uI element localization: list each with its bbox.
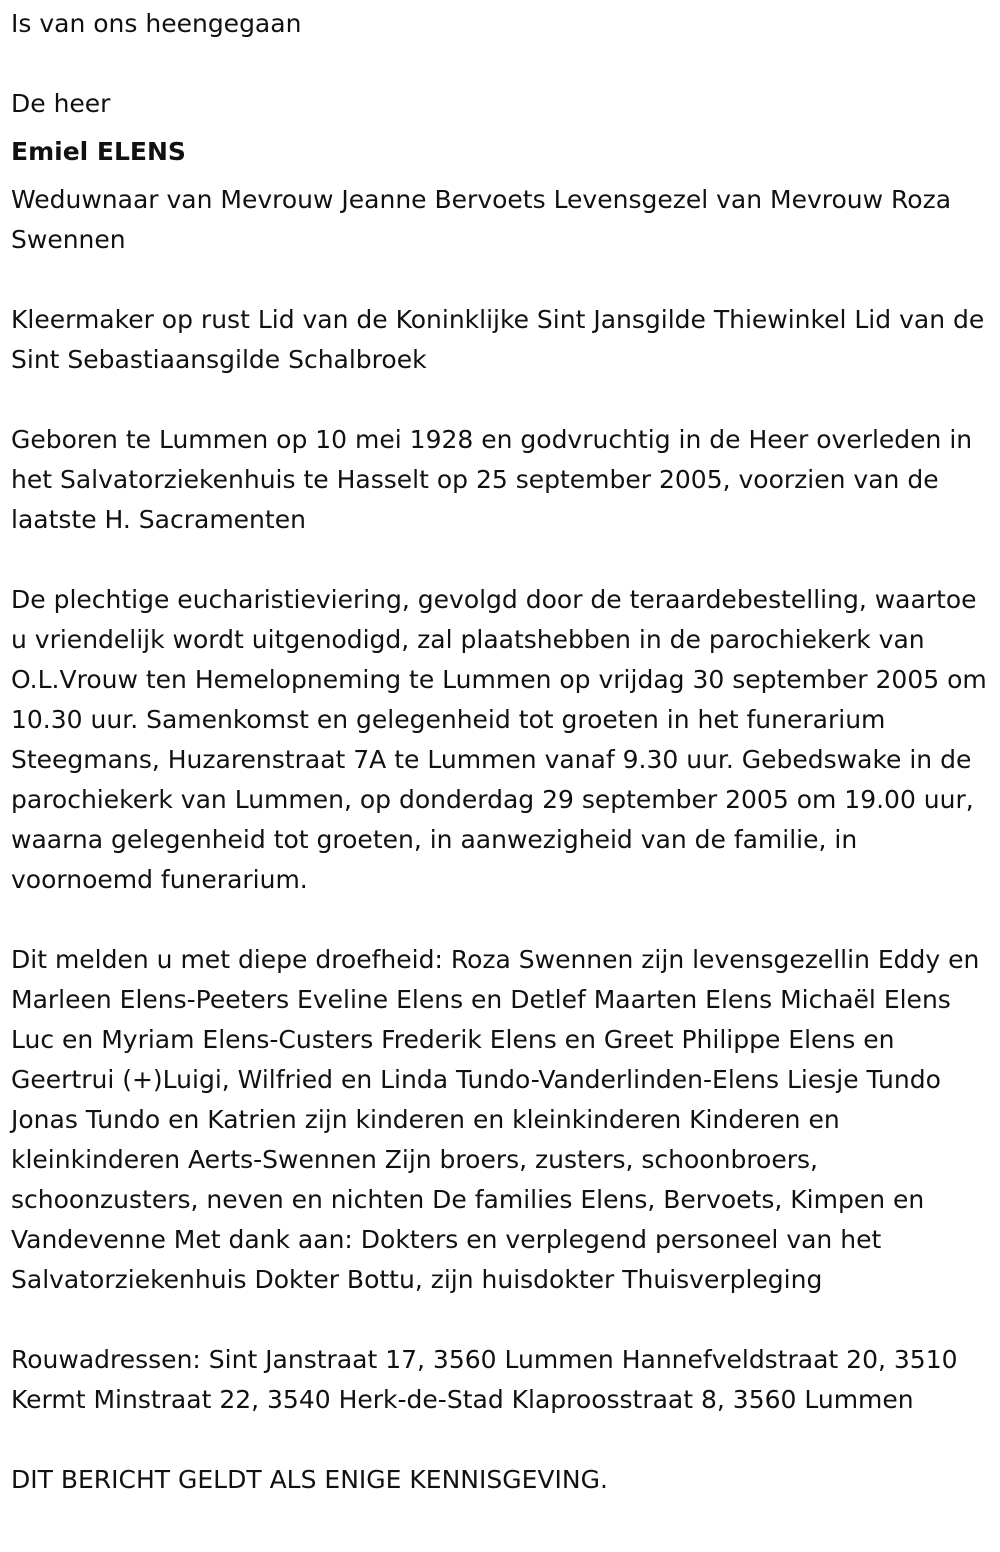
spacer	[11, 1420, 989, 1460]
spouse-text: Weduwnaar van Mevrouw Jeanne Bervoets Levensgezel van Mevrouw Roza Swennen	[11, 185, 952, 254]
occupation-text: Kleermaker op rust Lid van de Koninklijke Sint Jansgilde Thiewinkel Lid van de Sint Sebastiaansgilde Schalbroek	[11, 305, 985, 374]
spacer	[11, 900, 989, 940]
spacer	[11, 1300, 989, 1340]
addresses-text: Rouwadressen: Sint Janstraat 17, 3560 Lummen Hannefveldstraat 20, 3510 Kermt Minstraat 22, 3540 Herk-de-Stad Klaproosstraat 8, 3560 Lummen	[11, 1345, 958, 1414]
spacer	[11, 380, 989, 420]
birth-death-text: Geboren te Lummen op 10 mei 1928 en godvruchtig in de Heer overleden in het Salvatorziekenhuis te Hasselt op 25 september 2005, voorzien van de laatste H. Sacramenten	[11, 425, 973, 534]
salutation-text: De heer	[11, 89, 111, 118]
spacer	[11, 540, 989, 580]
spacer	[11, 44, 989, 84]
deceased-name: Emiel ELENS	[11, 137, 186, 166]
spacer	[11, 124, 989, 132]
intro-text: Is van ons heengegaan	[11, 9, 302, 38]
spacer	[11, 172, 989, 180]
family-text: Dit melden u met diepe droefheid: Roza Swennen zijn levensgezellin Eddy en Marleen Elens-Peeters Eveline Elens en Detlef Maarten Elens Michaël Elens Luc en Myriam Elens-Custers Frederik Elens en Greet Philippe Elens en Geertrui (+)Luigi, Wilfried en Linda Tundo-Vanderlinden-Elens Liesje Tundo Jonas Tundo en Katrien zijn kinderen en kleinkinderen Kinderen en kleinkinderen Aerts-Swennen Zijn broers, zusters, schoonbroers, schoonzusters, neven en nichten De families Elens, Bervoets, Kimpen en Vandevenne Met dank aan: Dokters en verplegend personeel van het Salvatorziekenhuis Dokter Bottu, zijn huisdokter Thuisverpleging	[11, 945, 980, 1294]
closing-text: DIT BERICHT GELDT ALS ENIGE KENNISGEVING.	[11, 1465, 608, 1494]
ceremony-text: De plechtige eucharistieviering, gevolgd door de teraardebestelling, waartoe u vriendelijk wordt uitgenodigd, zal plaatshebben in de parochiekerk van O.L.Vrouw ten Hemelopneming te Lummen op vrijdag 30 september 2005 om 10.30 uur. Samenkomst en gelegenheid tot groeten in het funerarium Steegmans, Huzarenstraat 7A te Lummen vanaf 9.30 uur. Gebedswake in de parochiekerk van Lummen, op donderdag 29 september 2005 om 19.00 uur, waarna gelegenheid tot groeten, in aanwezigheid van de familie, in voornoemd funerarium.	[11, 585, 987, 894]
spacer	[11, 260, 989, 300]
